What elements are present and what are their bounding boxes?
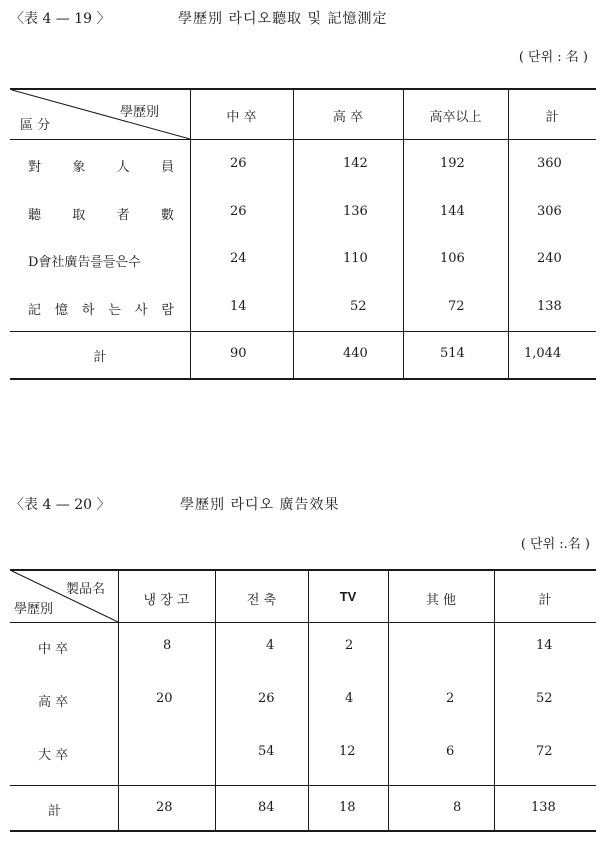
- table2-col-header: 計: [538, 593, 552, 608]
- table1-total-cell: 1,044: [524, 346, 562, 361]
- table2-col-header: 其 他: [425, 593, 457, 608]
- table1-cell: 26: [230, 156, 247, 171]
- table1-row-label: D會社廣告를들은수: [28, 255, 141, 270]
- table1-cell: 142: [343, 156, 368, 171]
- table1-title: 學歷別 라디오聽取 및 記憶測定: [178, 11, 388, 27]
- table2-cell: 54: [258, 744, 275, 759]
- table1-cell: 240: [537, 251, 562, 266]
- table2-col-header: 전 축: [246, 593, 277, 608]
- row-label-char: 記: [28, 303, 42, 318]
- table1-cell: 136: [343, 204, 368, 219]
- table1-col-header: 高 卒: [332, 110, 364, 125]
- table2-row-label: 高 卒: [38, 695, 69, 710]
- table1-cell: 52: [350, 299, 367, 314]
- row-label-char: 員: [160, 160, 174, 175]
- table1-col-header: 中 卒: [226, 110, 257, 125]
- table1-cell: 138: [537, 299, 562, 314]
- table1-cell: 110: [343, 251, 368, 266]
- table2-total-cell: 8: [453, 800, 462, 815]
- table2-cell: 2: [345, 638, 354, 653]
- row-label-char: 取: [72, 208, 86, 223]
- row-label-char: 사: [134, 303, 148, 318]
- table1-cell: 72: [448, 299, 465, 314]
- table1-caption: 〈表 4 — 19 〉: [10, 11, 111, 27]
- table1-col-header: 計: [545, 110, 559, 125]
- table2-col-header: TV: [339, 589, 357, 604]
- table2-caption: 〈表 4 — 20 〉: [10, 497, 111, 513]
- row-label-char: 憶: [54, 303, 68, 318]
- table1-cell: 24: [230, 251, 247, 266]
- table2-cell: 14: [536, 638, 553, 653]
- table2-cell: 4: [345, 691, 354, 706]
- table2-row-label: 中 卒: [38, 642, 69, 657]
- table1-cell: 144: [440, 204, 465, 219]
- row-label-char: 象: [72, 160, 86, 175]
- table2-cell: 6: [446, 744, 455, 759]
- table1-cell: 192: [440, 156, 465, 171]
- table2-cell: 2: [446, 691, 455, 706]
- row-label-char: 人: [116, 160, 130, 175]
- table2-cell: 26: [258, 691, 275, 706]
- table1-cell: 360: [537, 156, 562, 171]
- table2-cell: 20: [156, 691, 173, 706]
- table1-cell: 106: [440, 251, 465, 266]
- table2-total-cell: 18: [339, 800, 356, 815]
- table1-col-header: 高卒以上: [429, 110, 482, 125]
- row-label-char: 는: [108, 303, 121, 318]
- row-label-char: 對: [28, 160, 42, 175]
- table1-cell: 306: [537, 204, 562, 219]
- table2-cell: 52: [536, 691, 553, 706]
- row-label-char: 람: [161, 303, 174, 318]
- table2-corner-bottom: 學歷別: [14, 602, 54, 617]
- table1-total-cell: 440: [343, 346, 368, 361]
- row-label-char: 數: [160, 208, 174, 223]
- table1-total-cell: 514: [440, 346, 465, 361]
- table2-cell: 12: [339, 744, 356, 759]
- row-label-char: 者: [116, 208, 130, 223]
- table1-cell: 26: [230, 204, 247, 219]
- table2-cell: 8: [163, 638, 172, 653]
- row-label-char: 聽: [28, 208, 42, 223]
- table2-corner-top: 製品名: [66, 582, 106, 597]
- table1-total-label: 計: [93, 350, 107, 365]
- table1-corner-bottom: 區 分: [20, 118, 51, 133]
- row-label-char: 하: [81, 303, 95, 318]
- table1-unit: ( 단위 : 名 ): [518, 50, 588, 65]
- table2-row-label: 大 卒: [38, 748, 69, 763]
- table2-total-cell: 138: [531, 800, 556, 815]
- table2-col-header: 냉 장 고: [143, 593, 190, 608]
- table2-total-label: 計: [48, 804, 62, 819]
- table2-total-cell: 84: [258, 800, 275, 815]
- table2-title: 學歷別 라디오 廣告效果: [180, 497, 340, 513]
- table2-cell: 72: [536, 744, 553, 759]
- table2-total-cell: 28: [156, 800, 173, 815]
- table1-cell: 14: [230, 299, 247, 314]
- table2-unit: ( 단위 :.名 ): [520, 537, 590, 552]
- table1-corner-top: 學歷別: [120, 105, 160, 120]
- table2-cell: 4: [266, 638, 275, 653]
- table1-total-cell: 90: [230, 346, 247, 361]
